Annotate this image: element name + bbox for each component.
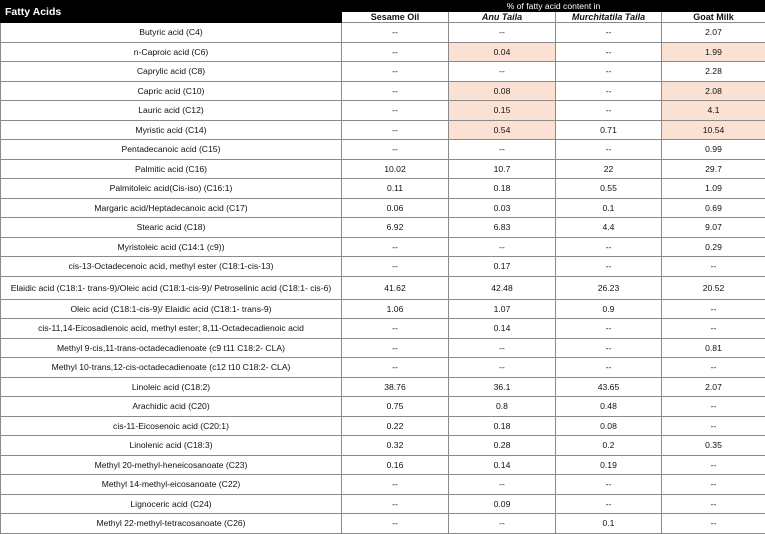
- value-cell: --: [556, 62, 662, 82]
- fatty-acid-name-cell: Arachidic acid (C20): [1, 397, 342, 417]
- value-cell: --: [662, 358, 765, 378]
- value-cell: --: [342, 81, 449, 101]
- value-cell: --: [556, 23, 662, 43]
- table-row: [1, 62, 765, 82]
- value-cell: --: [449, 338, 556, 358]
- value-cell: 4.1: [662, 101, 765, 121]
- value-cell: --: [556, 257, 662, 277]
- value-cell: --: [342, 140, 449, 160]
- percent-content-header: % of fatty acid content in: [342, 1, 765, 12]
- value-cell: 0.32: [342, 436, 449, 456]
- fatty-acid-name-cell: Stearic acid (C18): [1, 218, 342, 238]
- value-cell: --: [342, 23, 449, 43]
- table-row: [1, 42, 765, 62]
- value-cell: 1.07: [449, 299, 556, 319]
- fatty-acid-name-cell: Lignoceric acid (C24): [1, 494, 342, 514]
- value-cell: --: [449, 62, 556, 82]
- value-cell: --: [342, 514, 449, 534]
- value-cell: 0.18: [449, 416, 556, 436]
- value-cell: 0.06: [342, 198, 449, 218]
- fatty-acid-name-cell: Methyl 22-methyl-tetracosanoate (C26): [1, 514, 342, 534]
- fatty-acid-name-cell: Linolenic acid (C18:3): [1, 436, 342, 456]
- value-cell: 0.1: [556, 198, 662, 218]
- fatty-acid-name-cell: Capric acid (C10): [1, 81, 342, 101]
- value-cell: --: [662, 475, 765, 495]
- col-header-anu-taila: Anu Taila: [449, 12, 556, 23]
- fatty-acid-name-cell: Caprylic acid (C8): [1, 62, 342, 82]
- value-cell: 1.06: [342, 299, 449, 319]
- fatty-acid-name-cell: Palmitoleic acid(Cis-iso) (C16:1): [1, 179, 342, 199]
- value-cell: 41.62: [342, 276, 449, 299]
- fatty-acid-name-cell: cis-11-Eicosenoic acid (C20:1): [1, 416, 342, 436]
- table-row: [1, 81, 765, 101]
- value-cell: --: [449, 514, 556, 534]
- value-cell: 10.54: [662, 120, 765, 140]
- fatty-acid-name-cell: Methyl 14-methyl-eicosanoate (C22): [1, 475, 342, 495]
- value-cell: 0.19: [556, 455, 662, 475]
- value-cell: 0.29: [662, 237, 765, 257]
- value-cell: --: [662, 416, 765, 436]
- fatty-acid-name-cell: Butyric acid (C4): [1, 23, 342, 43]
- value-cell: --: [662, 319, 765, 339]
- table-row: [1, 237, 765, 257]
- value-cell: --: [449, 475, 556, 495]
- value-cell: 4.4: [556, 218, 662, 238]
- table-row: [1, 198, 765, 218]
- value-cell: 0.22: [342, 416, 449, 436]
- value-cell: 0.54: [449, 120, 556, 140]
- value-cell: 42.48: [449, 276, 556, 299]
- value-cell: 1.09: [662, 179, 765, 199]
- fatty-acid-name-cell: Elaidic acid (C18:1- trans-9)/Oleic acid (C18:1-cis-9)/ Petroselinic acid (C18:1- cis-6): [1, 276, 342, 299]
- table-row: [1, 455, 765, 475]
- value-cell: --: [342, 494, 449, 514]
- value-cell: --: [449, 23, 556, 43]
- value-cell: --: [556, 358, 662, 378]
- table-row: [1, 101, 765, 121]
- table-row: [1, 179, 765, 199]
- value-cell: --: [449, 358, 556, 378]
- value-cell: --: [556, 494, 662, 514]
- table-row: [1, 23, 765, 43]
- value-cell: 0.1: [556, 514, 662, 534]
- table-row: [1, 416, 765, 436]
- value-cell: 6.92: [342, 218, 449, 238]
- value-cell: 2.28: [662, 62, 765, 82]
- table-row: [1, 257, 765, 277]
- value-cell: 0.15: [449, 101, 556, 121]
- value-cell: 26.23: [556, 276, 662, 299]
- value-cell: --: [342, 42, 449, 62]
- value-cell: --: [662, 257, 765, 277]
- value-cell: 36.1: [449, 377, 556, 397]
- table-row: [1, 436, 765, 456]
- value-cell: 43.65: [556, 377, 662, 397]
- fatty-acid-name-cell: Methyl 10-trans,12-cis-octadecadienoate (c12 t10 C18:2- CLA): [1, 358, 342, 378]
- value-cell: --: [662, 514, 765, 534]
- value-cell: 0.35: [662, 436, 765, 456]
- value-cell: 0.2: [556, 436, 662, 456]
- value-cell: 29.7: [662, 159, 765, 179]
- value-cell: 38.76: [342, 377, 449, 397]
- value-cell: --: [556, 237, 662, 257]
- value-cell: 0.69: [662, 198, 765, 218]
- table-row: [1, 159, 765, 179]
- value-cell: 0.28: [449, 436, 556, 456]
- value-cell: --: [342, 101, 449, 121]
- value-cell: 0.16: [342, 455, 449, 475]
- value-cell: 2.08: [662, 81, 765, 101]
- table-row: [1, 377, 765, 397]
- table-row: [1, 397, 765, 417]
- value-cell: --: [342, 475, 449, 495]
- table-row: [1, 140, 765, 160]
- fatty-acid-name-cell: Lauric acid (C12): [1, 101, 342, 121]
- fatty-acid-name-cell: n-Caproic acid (C6): [1, 42, 342, 62]
- value-cell: 0.09: [449, 494, 556, 514]
- value-cell: 0.17: [449, 257, 556, 277]
- value-cell: --: [556, 338, 662, 358]
- value-cell: --: [556, 319, 662, 339]
- value-cell: --: [342, 257, 449, 277]
- value-cell: 20.52: [662, 276, 765, 299]
- value-cell: --: [342, 319, 449, 339]
- value-cell: 0.9: [556, 299, 662, 319]
- fatty-acid-name-cell: Palmitic acid (C16): [1, 159, 342, 179]
- value-cell: 9.07: [662, 218, 765, 238]
- value-cell: 2.07: [662, 23, 765, 43]
- value-cell: 0.11: [342, 179, 449, 199]
- value-cell: 0.99: [662, 140, 765, 160]
- value-cell: 6.83: [449, 218, 556, 238]
- value-cell: --: [662, 494, 765, 514]
- value-cell: --: [662, 299, 765, 319]
- value-cell: 0.03: [449, 198, 556, 218]
- table-row: [1, 299, 765, 319]
- value-cell: --: [449, 140, 556, 160]
- fatty-acid-name-cell: Oleic acid (C18:1-cis-9)/ Elaidic acid (C18:1- trans-9): [1, 299, 342, 319]
- fatty-acid-name-cell: Pentadecanoic acid (C15): [1, 140, 342, 160]
- fatty-acids-header: Fatty Acids: [1, 1, 342, 23]
- table-body: [1, 23, 765, 534]
- value-cell: --: [662, 455, 765, 475]
- table-row: [1, 358, 765, 378]
- value-cell: 0.8: [449, 397, 556, 417]
- value-cell: --: [342, 62, 449, 82]
- value-cell: --: [556, 475, 662, 495]
- value-cell: 0.81: [662, 338, 765, 358]
- value-cell: 0.71: [556, 120, 662, 140]
- table-row: [1, 494, 765, 514]
- value-cell: 0.14: [449, 455, 556, 475]
- value-cell: --: [556, 101, 662, 121]
- value-cell: --: [342, 237, 449, 257]
- table-row: [1, 338, 765, 358]
- value-cell: 10.02: [342, 159, 449, 179]
- value-cell: 1.99: [662, 42, 765, 62]
- value-cell: --: [662, 397, 765, 417]
- table-row: [1, 475, 765, 495]
- col-header-sesame-oil: Sesame Oil: [342, 12, 449, 23]
- table-row: [1, 319, 765, 339]
- value-cell: --: [342, 338, 449, 358]
- fatty-acid-name-cell: Myristic acid (C14): [1, 120, 342, 140]
- fatty-acid-name-cell: Margaric acid/Heptadecanoic acid (C17): [1, 198, 342, 218]
- value-cell: 0.14: [449, 319, 556, 339]
- value-cell: --: [449, 237, 556, 257]
- col-header-murchitatila-taila: Murchitatila Taila: [556, 12, 662, 23]
- value-cell: 0.18: [449, 179, 556, 199]
- value-cell: --: [556, 81, 662, 101]
- fatty-acid-name-cell: cis-13-Octadecenoic acid, methyl ester (C18:1-cis-13): [1, 257, 342, 277]
- fatty-acid-name-cell: Myristoleic acid (C14:1 (c9)): [1, 237, 342, 257]
- value-cell: --: [342, 120, 449, 140]
- fatty-acid-name-cell: Methyl 20-methyl-heneicosanoate (C23): [1, 455, 342, 475]
- value-cell: 0.08: [556, 416, 662, 436]
- value-cell: 0.55: [556, 179, 662, 199]
- value-cell: --: [342, 358, 449, 378]
- value-cell: 0.48: [556, 397, 662, 417]
- value-cell: 22: [556, 159, 662, 179]
- table-row: [1, 218, 765, 238]
- value-cell: --: [556, 140, 662, 160]
- value-cell: 2.07: [662, 377, 765, 397]
- fatty-acid-name-cell: Methyl 9-cis,11-trans-octadecadienoate (c9 t11 C18:2- CLA): [1, 338, 342, 358]
- value-cell: --: [556, 42, 662, 62]
- col-header-goat-milk: Goat Milk: [662, 12, 765, 23]
- table-row: [1, 514, 765, 534]
- table-row: [1, 120, 765, 140]
- value-cell: 10.7: [449, 159, 556, 179]
- value-cell: 0.75: [342, 397, 449, 417]
- table-row: [1, 276, 765, 299]
- value-cell: 0.04: [449, 42, 556, 62]
- fatty-acid-name-cell: Linoleic acid (C18:2): [1, 377, 342, 397]
- fatty-acid-name-cell: cis-11,14-Eicosadienoic acid, methyl ester; 8,11-Octadecadienoic acid: [1, 319, 342, 339]
- value-cell: 0.08: [449, 81, 556, 101]
